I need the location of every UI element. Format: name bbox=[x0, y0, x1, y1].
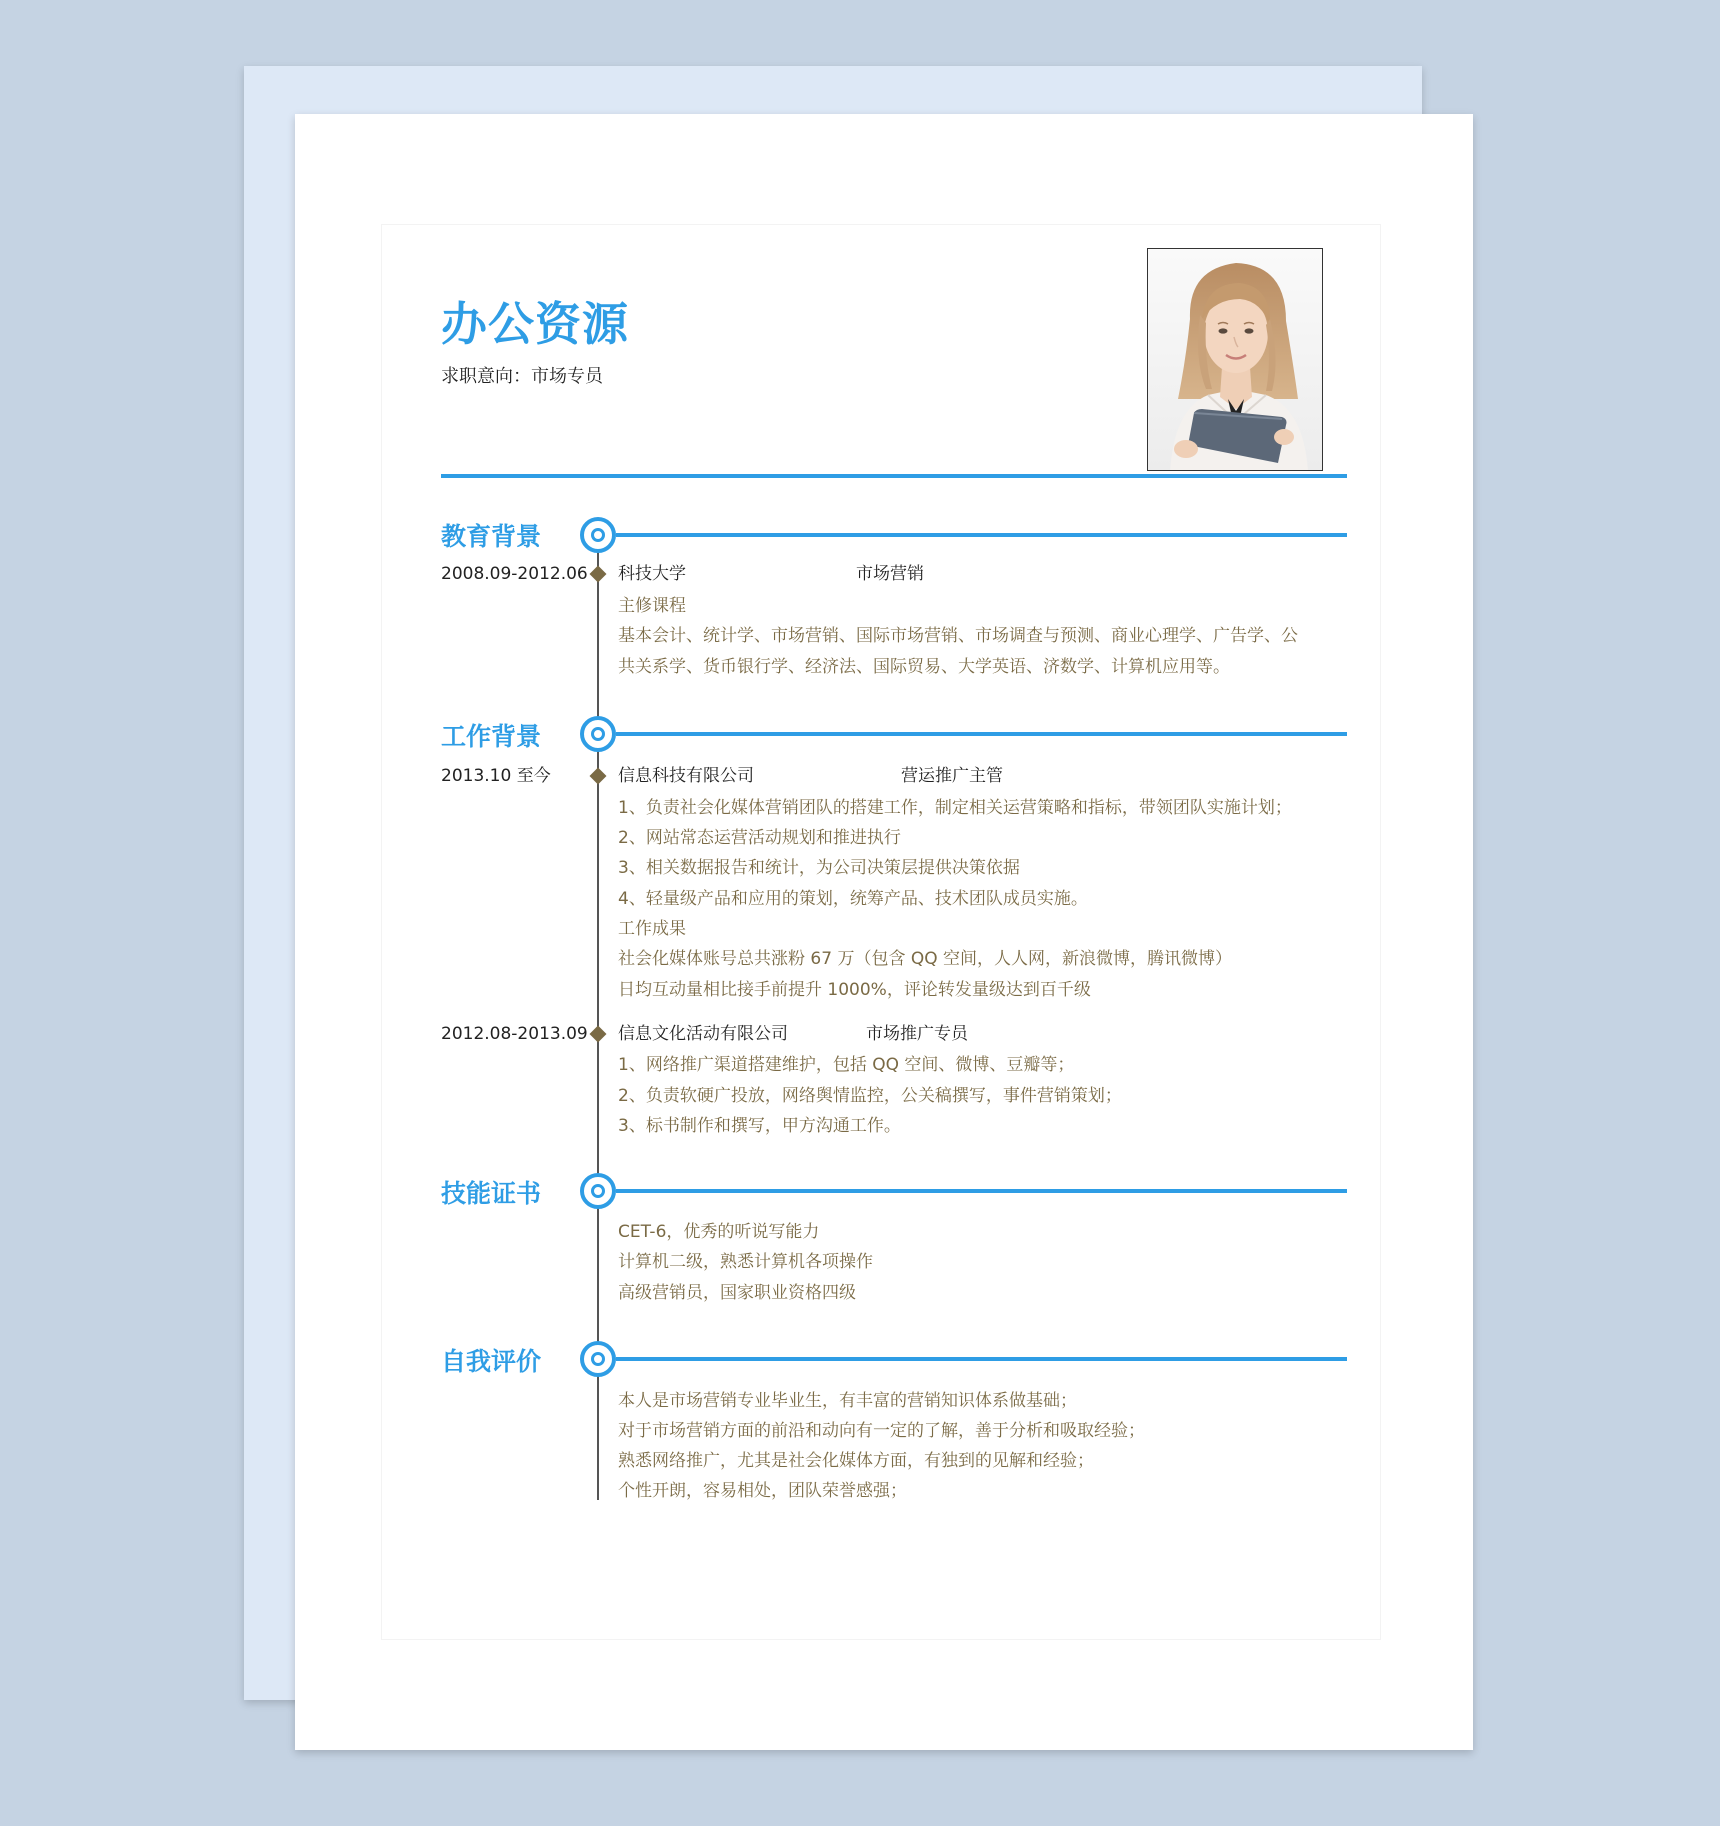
section-marker-icon bbox=[580, 716, 616, 752]
company-name: 信息文化活动有限公司 bbox=[618, 1024, 788, 1044]
job-line: 2、负责软硬广投放，网络舆情监控，公关稿撰写，事件营销策划； bbox=[618, 1086, 1122, 1106]
education-line: 基本会计、统计学、市场营销、国际市场营销、市场调查与预测、商业心理学、广告学、公 bbox=[618, 626, 1298, 646]
job-objective: 求职意向：市场专员 bbox=[441, 366, 603, 387]
job-position: 营运推广主管 bbox=[901, 766, 1003, 786]
job-line: 日均互动量相比接手前提升 1000%，评论转发量级达到百千级 bbox=[618, 980, 1091, 1000]
section-marker-icon bbox=[580, 1173, 616, 1209]
education-line: 主修课程 bbox=[618, 596, 686, 616]
header-divider bbox=[441, 474, 1347, 478]
company-name: 信息科技有限公司 bbox=[618, 766, 754, 786]
skill-line: 计算机二级，熟悉计算机各项操作 bbox=[618, 1252, 873, 1272]
self-line: 个性开朗，容易相处，团队荣誉感强； bbox=[618, 1481, 907, 1501]
portrait-photo bbox=[1148, 249, 1323, 471]
job-line: 3、相关数据报告和统计，为公司决策层提供决策依据 bbox=[618, 858, 1020, 878]
job-line: 1、网络推广渠道搭建维护，包括 QQ 空间、微博、豆瓣等； bbox=[618, 1055, 1075, 1075]
section-divider bbox=[616, 732, 1347, 736]
job-line: 4、轻量级产品和应用的策划，统筹产品、技术团队成员实施。 bbox=[618, 889, 1088, 909]
section-title-self: 自我评价 bbox=[441, 1347, 542, 1376]
section-divider bbox=[616, 1189, 1347, 1193]
education-date: 2008.09-2012.06 bbox=[441, 564, 588, 584]
profile-photo bbox=[1147, 248, 1323, 471]
section-divider bbox=[616, 533, 1347, 537]
education-line: 共关系学、货币银行学、经济法、国际贸易、大学英语、济数学、计算机应用等。 bbox=[618, 657, 1230, 677]
self-line: 对于市场营销方面的前沿和动向有一定的了解，善于分析和吸取经验； bbox=[618, 1421, 1145, 1441]
section-title-work: 工作背景 bbox=[441, 722, 542, 751]
self-line: 本人是市场营销专业毕业生，有丰富的营销知识体系做基础； bbox=[618, 1391, 1077, 1411]
section-title-education: 教育背景 bbox=[441, 522, 542, 551]
skill-line: 高级营销员，国家职业资格四级 bbox=[618, 1283, 856, 1303]
section-marker-icon bbox=[580, 1341, 616, 1377]
job-line: 社会化媒体账号总共涨粉 67 万（包含 QQ 空间，人人网，新浪微博，腾讯微博） bbox=[618, 949, 1233, 969]
job-line: 3、标书制作和撰写，甲方沟通工作。 bbox=[618, 1116, 901, 1136]
job-date: 2012.08-2013.09 bbox=[441, 1024, 588, 1044]
section-marker-icon bbox=[580, 517, 616, 553]
job-position: 市场推广专员 bbox=[866, 1024, 968, 1044]
school-name: 科技大学 bbox=[618, 564, 686, 584]
section-divider bbox=[616, 1357, 1347, 1361]
resume-name: 办公资源 bbox=[441, 297, 629, 351]
job-line: 1、负责社会化媒体营销团队的搭建工作，制定相关运营策略和指标，带领团队实施计划； bbox=[618, 798, 1292, 818]
section-title-skills: 技能证书 bbox=[441, 1179, 542, 1208]
skill-line: CET-6，优秀的听说写能力 bbox=[618, 1222, 820, 1242]
job-line: 2、网站常态运营活动规划和推进执行 bbox=[618, 828, 901, 848]
job-date: 2013.10 至今 bbox=[441, 766, 551, 786]
job-line: 工作成果 bbox=[618, 919, 686, 939]
self-line: 熟悉网络推广，尤其是社会化媒体方面，有独到的见解和经验； bbox=[618, 1451, 1094, 1471]
major-name: 市场营销 bbox=[856, 564, 924, 584]
